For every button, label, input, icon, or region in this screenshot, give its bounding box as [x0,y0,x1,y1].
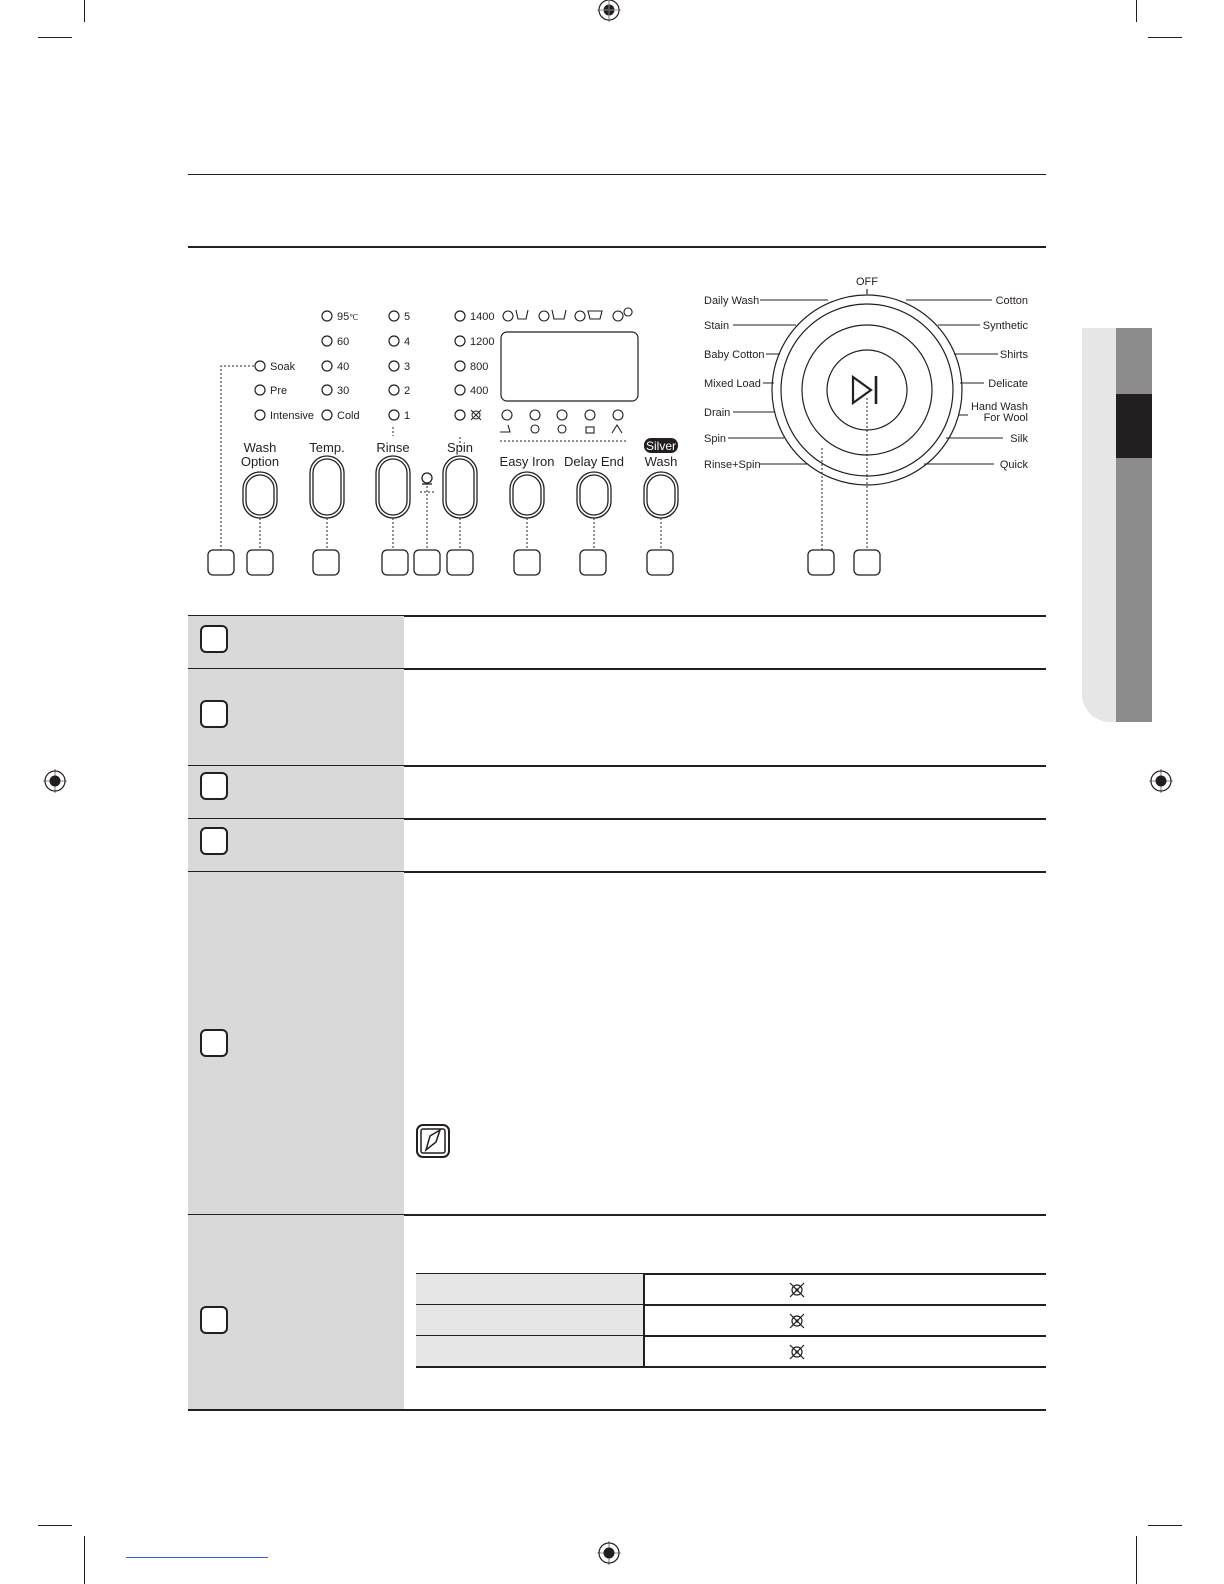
program-label: Baby Cotton [704,349,765,361]
table-row [188,766,1046,818]
crop-mark [38,37,72,38]
registration-mark-icon [596,1540,622,1566]
wash-option-label-line2: Option [240,454,280,469]
program-label: Drain [704,407,731,419]
sub-table-rule [416,1366,1046,1368]
led-label: Cold [337,410,360,422]
sub-table-divider [643,1274,645,1366]
crop-mark [1136,1536,1137,1584]
display-window [501,332,638,401]
sub-table-row [416,1305,1046,1335]
header-rule-top [188,174,1046,175]
temp-unit: ℃ [349,313,359,322]
cycle-progress-icons [503,308,632,321]
control-panel-illustration [188,270,1046,582]
row-number-box [200,1306,228,1334]
led-label: Soak [270,361,296,373]
sub-table-label-cell [416,1274,644,1304]
sub-table-label-cell [416,1305,644,1335]
program-label: Spin [704,433,727,445]
crop-mark [84,0,85,22]
spin-leds [455,311,494,420]
led-label: Intensive [270,410,315,422]
button-labels [241,438,678,469]
delay-end-label: Delay End [564,454,624,469]
row-number-box [200,625,228,653]
spin-label: Spin [446,440,474,455]
footer-link-underline [126,1557,268,1558]
registration-mark-icon [596,0,622,24]
sub-table-label-cell [416,1336,644,1366]
program-label: Cotton [995,295,1028,307]
led-label: 40 [337,361,350,373]
temp-label: Temp. [309,440,345,455]
led-label: 1400 [470,311,495,323]
program-label: Mixed Load [704,378,761,390]
table-rule-bottom [188,1409,1046,1411]
callout-boxes [208,550,880,575]
led-label: Pre [270,385,288,397]
dial-left-labels [704,295,765,471]
rinse-label: Rinse [376,440,410,455]
row-number-box [200,700,228,728]
table-row [188,819,1046,871]
svg-text:95℃ [337,311,358,323]
led-label: 60 [337,336,350,348]
no-spin-icon [789,1282,805,1298]
led-label: 1 [404,410,411,422]
led-label: 1200 [470,336,495,348]
led-label: 95 [337,311,350,323]
no-spin-icon [471,410,481,420]
sub-table-row [416,1336,1046,1366]
crop-mark [84,1536,85,1584]
no-spin-icon [789,1313,805,1329]
led-label: 4 [404,336,411,348]
led-label: 30 [337,385,350,397]
no-spin-icon [789,1344,805,1360]
led-label: 2 [404,385,411,397]
wash-option-label-line1: Wash [243,440,277,455]
program-label: Rinse+Spin [704,459,761,471]
table-row [188,872,1046,1214]
sub-table-row [416,1274,1046,1304]
row-number-box [200,1029,228,1057]
program-label: For Wool [983,412,1028,424]
program-label: Hand Wash [970,401,1028,413]
table-row [188,669,1046,765]
crop-mark [38,1525,72,1526]
program-label: Synthetic [982,320,1028,332]
temp-leds [322,311,360,422]
easy-iron-label: Easy Iron [499,454,555,469]
program-label: Daily Wash [704,295,760,307]
crop-mark [1136,0,1137,22]
dial-off-label: OFF [856,276,878,288]
side-tab-light [1082,328,1118,722]
header-rule-bottom [188,246,1046,248]
led-label: 400 [470,385,489,397]
table-row [188,616,1046,668]
registration-mark-icon [1148,768,1174,794]
crop-mark [1148,37,1182,38]
led-label: 3 [404,361,411,373]
silver-wash-label: Wash [644,454,678,469]
led-label: 5 [404,311,411,323]
crop-mark [1148,1525,1182,1526]
program-label: Silk [1010,433,1028,445]
side-tab-gray [1116,328,1152,722]
status-leds [500,410,626,441]
registration-mark-icon [42,768,68,794]
row-number-box [200,772,228,800]
program-label: Stain [704,320,730,332]
program-label: Quick [999,459,1028,471]
program-label: Delicate [988,378,1028,390]
led-label: 800 [470,361,489,373]
silver-badge: Silver [645,439,677,453]
program-label: Shirts [999,349,1028,361]
note-icon [416,1124,450,1158]
rinse-leds [389,311,410,422]
row-number-box [200,827,228,855]
side-tab-dark [1116,394,1152,458]
start-pause-icon [853,376,876,404]
